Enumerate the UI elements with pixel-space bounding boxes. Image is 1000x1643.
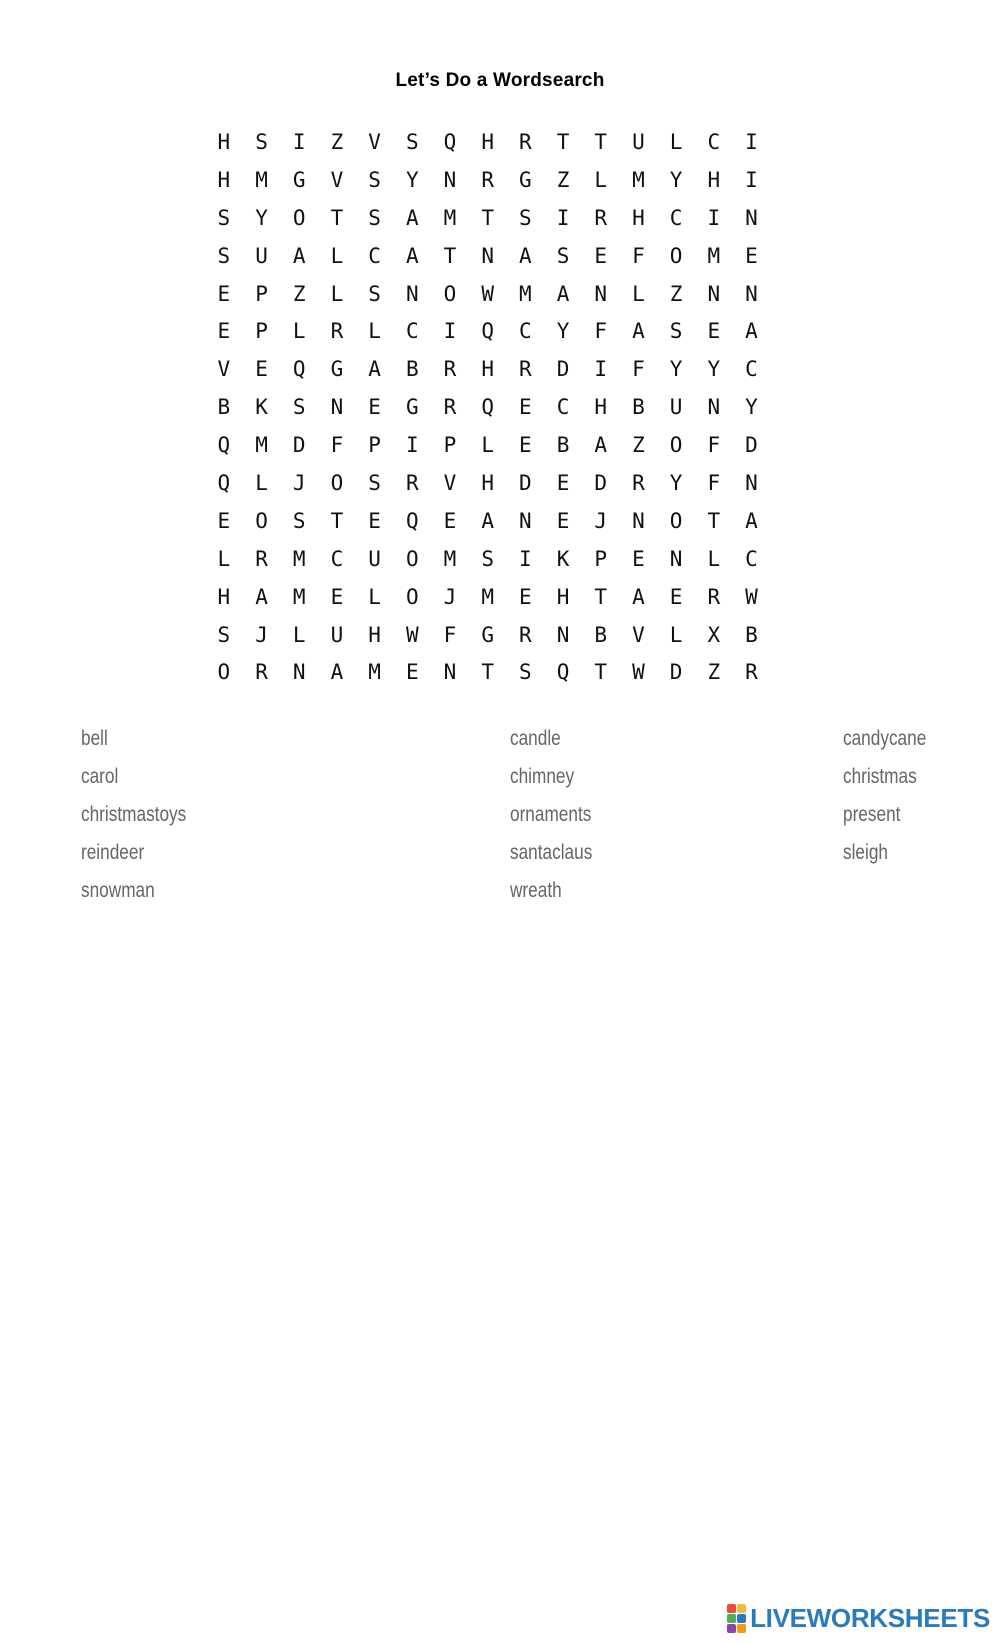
grid-letter[interactable]: M: [707, 243, 721, 268]
grid-letter[interactable]: A: [405, 205, 419, 230]
logo-block: [737, 1624, 746, 1633]
grid-letter[interactable]: U: [330, 622, 344, 647]
grid-letter[interactable]: M: [632, 167, 645, 192]
grid-letter[interactable]: R: [707, 584, 721, 609]
word-list-column-2: [510, 720, 610, 909]
grid-letter[interactable]: G: [405, 395, 419, 420]
grid-letter[interactable]: S: [481, 546, 494, 571]
word-list-item: wreath: [510, 878, 562, 902]
grid-letter[interactable]: M: [292, 584, 306, 609]
grid-letter[interactable]: Y: [669, 471, 683, 496]
grid-letter[interactable]: H: [217, 584, 231, 609]
grid-letter[interactable]: O: [292, 205, 306, 230]
word-list-item: carol: [81, 764, 119, 788]
grid-letter[interactable]: E: [519, 584, 532, 609]
word-list-item: christmas: [843, 764, 917, 788]
grid-letter[interactable]: O: [217, 660, 231, 685]
grid-letter[interactable]: L: [368, 319, 381, 344]
grid-letter[interactable]: B: [556, 433, 570, 458]
logo-block: [727, 1624, 736, 1633]
grid-letter[interactable]: U: [255, 243, 268, 268]
grid-letter[interactable]: M: [292, 546, 306, 571]
grid-letter[interactable]: I: [556, 205, 570, 230]
grid-letter[interactable]: F: [443, 622, 457, 647]
page-title: Let’s Do a Wordsearch: [395, 70, 605, 91]
grid-letter[interactable]: O: [330, 471, 344, 496]
logo-block: [737, 1604, 746, 1613]
grid-letter[interactable]: R: [519, 622, 532, 647]
logo-block: [737, 1614, 746, 1623]
grid-letter[interactable]: S: [368, 167, 381, 192]
grid-letter[interactable]: V: [632, 622, 645, 647]
grid-letter[interactable]: A: [330, 660, 344, 685]
grid-letter[interactable]: M: [368, 660, 381, 685]
grid-letter[interactable]: I: [519, 546, 532, 571]
grid-letter[interactable]: L: [632, 281, 645, 306]
grid-letter[interactable]: L: [292, 319, 306, 344]
grid-letter[interactable]: L: [669, 130, 683, 154]
grid-letter[interactable]: E: [707, 319, 721, 344]
grid-letter[interactable]: E: [556, 508, 570, 533]
grid-letter[interactable]: G: [481, 622, 494, 647]
grid-letter[interactable]: Y: [405, 167, 419, 192]
grid-letter[interactable]: S: [519, 205, 532, 230]
grid-letter[interactable]: E: [519, 433, 532, 458]
grid-letter[interactable]: D: [745, 433, 758, 458]
grid-letter[interactable]: C: [405, 319, 419, 344]
grid-letter[interactable]: A: [368, 357, 381, 382]
grid-letter[interactable]: B: [405, 357, 419, 382]
word-list-item: candycane: [843, 727, 927, 750]
grid-letter[interactable]: N: [669, 546, 683, 571]
grid-letter[interactable]: H: [556, 584, 570, 609]
grid-letter[interactable]: W: [745, 584, 758, 609]
grid-letter[interactable]: S: [217, 243, 231, 268]
grid-letter[interactable]: I: [745, 167, 758, 192]
grid-letter[interactable]: E: [368, 508, 381, 533]
logo-block: [727, 1604, 736, 1613]
grid-letter[interactable]: L: [707, 546, 721, 571]
grid-letter[interactable]: A: [405, 243, 419, 268]
grid-letter[interactable]: N: [292, 660, 306, 685]
grid-letter[interactable]: O: [443, 281, 457, 306]
grid-letter[interactable]: I: [745, 130, 758, 154]
grid-letter[interactable]: H: [707, 167, 721, 192]
grid-letter[interactable]: E: [255, 357, 268, 382]
grid-letter[interactable]: T: [330, 508, 344, 533]
grid-letter[interactable]: I: [443, 319, 457, 344]
grid-letter[interactable]: Q: [217, 471, 231, 496]
grid-letter[interactable]: N: [745, 281, 758, 306]
grid-letter[interactable]: Q: [217, 433, 231, 458]
word-list-item: santaclaus: [510, 840, 593, 864]
grid-letter[interactable]: D: [594, 471, 608, 496]
grid-letter[interactable]: T: [594, 660, 608, 685]
grid-letter[interactable]: Z: [556, 167, 570, 192]
grid-letter[interactable]: S: [405, 130, 419, 154]
grid-letter[interactable]: N: [443, 660, 457, 685]
grid-letter[interactable]: B: [594, 622, 608, 647]
grid-letter[interactable]: M: [443, 205, 457, 230]
grid-letter[interactable]: S: [292, 395, 306, 420]
word-list-item: bell: [81, 727, 108, 750]
grid-letter[interactable]: A: [632, 319, 645, 344]
grid-letter[interactable]: F: [632, 243, 645, 268]
grid-letter[interactable]: A: [632, 584, 645, 609]
grid-letter[interactable]: H: [217, 130, 231, 154]
grid-letter[interactable]: T: [594, 130, 608, 154]
grid-letter[interactable]: U: [632, 130, 645, 154]
grid-letter[interactable]: N: [481, 243, 494, 268]
grid-letter[interactable]: S: [368, 205, 381, 230]
grid-letter[interactable]: V: [443, 471, 457, 496]
grid-letter[interactable]: S: [217, 622, 231, 647]
grid-letter[interactable]: N: [519, 508, 532, 533]
grid-letter[interactable]: Y: [255, 205, 268, 230]
grid-letter[interactable]: Y: [669, 167, 683, 192]
grid-letter[interactable]: E: [217, 281, 231, 306]
grid-letter[interactable]: N: [745, 205, 758, 230]
grid-letter[interactable]: Q: [443, 130, 457, 154]
grid-letter[interactable]: C: [519, 319, 532, 344]
grid-letter[interactable]: N: [556, 622, 570, 647]
grid-letter[interactable]: G: [330, 357, 344, 382]
grid-letter[interactable]: Z: [292, 281, 306, 306]
grid-letter[interactable]: R: [443, 357, 457, 382]
grid-letter[interactable]: Q: [405, 508, 419, 533]
grid-letter[interactable]: Y: [745, 395, 758, 420]
grid-letter[interactable]: E: [632, 546, 645, 571]
grid-letter[interactable]: L: [594, 167, 608, 192]
grid-letter[interactable]: L: [255, 471, 268, 496]
grid-letter[interactable]: E: [443, 508, 457, 533]
grid-letter[interactable]: I: [405, 433, 419, 458]
grid-letter[interactable]: S: [669, 319, 683, 344]
grid-letter[interactable]: U: [368, 546, 381, 571]
grid-letter[interactable]: T: [443, 243, 457, 268]
word-list-item: ornaments: [510, 802, 592, 826]
grid-letter[interactable]: L: [217, 546, 231, 571]
grid-letter[interactable]: H: [481, 357, 494, 382]
grid-letter[interactable]: L: [669, 622, 683, 647]
grid-letter[interactable]: M: [255, 433, 268, 458]
grid-letter[interactable]: I: [594, 357, 608, 382]
grid-letter[interactable]: D: [519, 471, 532, 496]
grid-letter[interactable]: I: [707, 205, 721, 230]
grid-letter[interactable]: Q: [481, 319, 494, 344]
grid-letter[interactable]: V: [368, 130, 381, 154]
grid-letter[interactable]: T: [481, 205, 494, 230]
grid-letter[interactable]: R: [481, 167, 494, 192]
word-list-item: sleigh: [843, 840, 888, 864]
grid-letter[interactable]: Q: [292, 357, 306, 382]
grid-letter[interactable]: H: [594, 395, 608, 420]
grid-letter[interactable]: I: [292, 130, 306, 154]
grid-letter[interactable]: N: [707, 395, 721, 420]
grid-letter[interactable]: W: [405, 622, 419, 647]
grid-letter[interactable]: R: [255, 546, 268, 571]
grid-letter[interactable]: F: [707, 433, 721, 458]
grid-letter[interactable]: C: [330, 546, 344, 571]
grid-letter[interactable]: E: [669, 584, 683, 609]
grid-letter[interactable]: C: [745, 546, 758, 571]
grid-letter[interactable]: H: [481, 471, 494, 496]
grid-letter[interactable]: X: [707, 622, 721, 647]
grid-letter[interactable]: C: [669, 205, 683, 230]
grid-letter[interactable]: B: [632, 395, 645, 420]
grid-letter[interactable]: N: [632, 508, 645, 533]
grid-letter[interactable]: V: [330, 167, 344, 192]
grid-letter[interactable]: D: [556, 357, 570, 382]
grid-letter[interactable]: N: [594, 281, 608, 306]
grid-letter[interactable]: O: [255, 508, 268, 533]
grid-letter[interactable]: R: [632, 471, 645, 496]
grid-letter[interactable]: Q: [481, 395, 494, 420]
grid-letter[interactable]: A: [745, 319, 758, 344]
grid-letter[interactable]: G: [292, 167, 306, 192]
word-list-item: candle: [510, 727, 561, 750]
grid-letter[interactable]: E: [556, 471, 570, 496]
grid-letter[interactable]: E: [217, 319, 231, 344]
grid-letter[interactable]: J: [255, 622, 268, 647]
grid-letter[interactable]: T: [707, 508, 721, 533]
grid-letter[interactable]: Y: [556, 319, 570, 344]
grid-letter[interactable]: U: [669, 395, 683, 420]
grid-letter[interactable]: M: [481, 584, 494, 609]
grid-letter[interactable]: P: [368, 433, 381, 458]
grid-letter[interactable]: R: [745, 660, 758, 685]
grid-letter[interactable]: S: [255, 130, 268, 154]
brand-name: LIVEWORKSHEETS: [750, 1602, 990, 1633]
word-list-item: reindeer: [81, 840, 145, 864]
grid-letter[interactable]: G: [519, 167, 532, 192]
grid-letter[interactable]: Q: [556, 660, 570, 685]
grid-letter[interactable]: V: [217, 357, 231, 382]
grid-letter[interactable]: P: [443, 433, 457, 458]
grid-letter[interactable]: Z: [632, 433, 645, 458]
grid-letter[interactable]: A: [481, 508, 494, 533]
grid-letter[interactable]: L: [330, 281, 344, 306]
grid-letter[interactable]: T: [594, 584, 608, 609]
grid-letter[interactable]: W: [481, 281, 494, 306]
word-list-column-3: [843, 720, 945, 872]
grid-letter[interactable]: H: [481, 130, 494, 154]
grid-letter[interactable]: M: [443, 546, 457, 571]
grid-letter[interactable]: W: [632, 660, 645, 685]
grid-letter[interactable]: O: [669, 433, 683, 458]
grid-letter[interactable]: N: [405, 281, 419, 306]
grid-letter[interactable]: J: [443, 584, 457, 609]
grid-letter[interactable]: E: [745, 243, 758, 268]
grid-letter[interactable]: C: [707, 130, 721, 154]
grid-letter[interactable]: M: [519, 281, 532, 306]
word-list-item: christmastoys: [81, 802, 187, 826]
grid-letter[interactable]: R: [330, 319, 344, 344]
word-list-item: present: [843, 802, 901, 826]
grid-letter[interactable]: E: [519, 395, 532, 420]
logo-block: [727, 1614, 736, 1623]
grid-letter[interactable]: S: [368, 281, 381, 306]
word-list-column-1: [81, 720, 209, 909]
grid-letter[interactable]: R: [519, 130, 532, 154]
grid-letter[interactable]: N: [745, 471, 758, 496]
grid-letter[interactable]: S: [292, 508, 306, 533]
grid-letter[interactable]: D: [292, 433, 306, 458]
grid-letter[interactable]: R: [255, 660, 268, 685]
grid-letter[interactable]: C: [745, 357, 758, 382]
grid-letter[interactable]: N: [707, 281, 721, 306]
grid-letter[interactable]: S: [556, 243, 570, 268]
grid-letter[interactable]: F: [594, 319, 608, 344]
grid-letter[interactable]: T: [481, 660, 494, 685]
grid-letter[interactable]: O: [405, 546, 419, 571]
grid-letter[interactable]: A: [292, 243, 306, 268]
word-list-item: chimney: [510, 764, 575, 788]
grid-letter[interactable]: A: [519, 243, 532, 268]
grid-letter[interactable]: J: [292, 471, 306, 496]
grid-letter[interactable]: A: [745, 508, 758, 533]
liveworksheets-brand: [727, 1603, 990, 1633]
grid-letter[interactable]: A: [255, 584, 268, 609]
grid-letter[interactable]: A: [556, 281, 570, 306]
grid-letter[interactable]: K: [255, 395, 268, 420]
grid-letter[interactable]: R: [443, 395, 457, 420]
grid-letter[interactable]: C: [368, 243, 381, 268]
grid-letter[interactable]: Y: [669, 357, 683, 382]
grid-letter[interactable]: K: [556, 546, 570, 571]
grid-letter[interactable]: H: [217, 167, 231, 192]
grid-letter[interactable]: E: [594, 243, 608, 268]
grid-letter[interactable]: L: [481, 433, 494, 458]
grid-letter[interactable]: L: [292, 622, 306, 647]
grid-letter[interactable]: E: [405, 660, 419, 685]
letter-grid: [205, 124, 770, 692]
grid-letter[interactable]: P: [594, 546, 608, 571]
grid-letter[interactable]: O: [405, 584, 419, 609]
grid-letter[interactable]: O: [669, 243, 683, 268]
grid-letter[interactable]: Y: [707, 357, 721, 382]
grid-letter[interactable]: N: [443, 167, 457, 192]
grid-letter[interactable]: F: [330, 433, 344, 458]
grid-letter[interactable]: R: [594, 205, 608, 230]
grid-letter[interactable]: F: [632, 357, 645, 382]
grid-letter[interactable]: H: [632, 205, 645, 230]
grid-letter[interactable]: S: [368, 471, 381, 496]
grid-letter[interactable]: T: [330, 205, 344, 230]
grid-letter[interactable]: E: [217, 508, 231, 533]
grid-letter[interactable]: S: [217, 205, 231, 230]
grid-letter[interactable]: Z: [707, 660, 721, 685]
liveworksheets-logo-icon: [727, 1604, 746, 1633]
grid-letter[interactable]: Z: [330, 130, 344, 154]
grid-letter[interactable]: L: [330, 243, 344, 268]
grid-letter[interactable]: H: [368, 622, 381, 647]
grid-letter[interactable]: P: [255, 319, 268, 344]
grid-letter[interactable]: J: [594, 508, 608, 533]
grid-letter[interactable]: N: [330, 395, 344, 420]
grid-letter[interactable]: M: [255, 167, 268, 192]
grid-letter[interactable]: O: [669, 508, 683, 533]
grid-letter[interactable]: C: [556, 395, 570, 420]
grid-letter[interactable]: F: [707, 471, 721, 496]
grid-letter[interactable]: Z: [669, 281, 683, 306]
grid-letter[interactable]: B: [745, 622, 758, 647]
word-list-item: snowman: [81, 878, 155, 902]
grid-letter[interactable]: A: [594, 433, 608, 458]
grid-letter[interactable]: E: [330, 584, 344, 609]
grid-letter[interactable]: D: [669, 660, 683, 685]
grid-letter[interactable]: L: [368, 584, 381, 609]
grid-letter[interactable]: R: [405, 471, 419, 496]
grid-letter[interactable]: T: [556, 130, 570, 154]
grid-letter[interactable]: S: [519, 660, 532, 685]
grid-letter[interactable]: B: [217, 395, 231, 420]
grid-letter[interactable]: R: [519, 357, 532, 382]
grid-letter[interactable]: P: [255, 281, 268, 306]
grid-letter[interactable]: E: [368, 395, 381, 420]
